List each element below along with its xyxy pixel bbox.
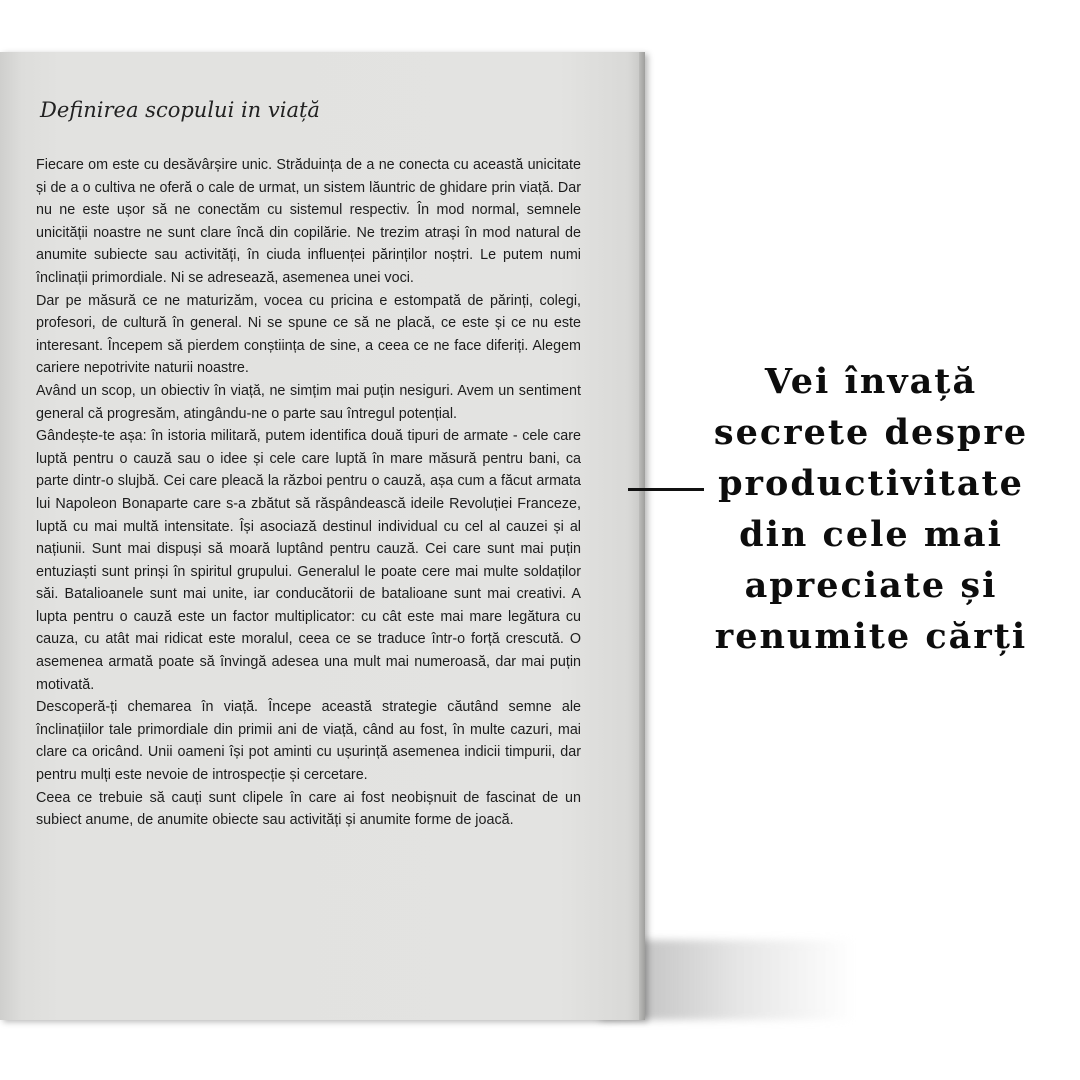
paragraph-2: Dar pe măsură ce ne maturizăm, vocea cu pricina e estompată de părinți, colegi, profesori, de cultură în general. Ni se spune ce să ne placă, ce este și ce nu este interesant. Începem să pierdem conștiința de sine, a ceea ce ne face diferiți. Alegem cariere nepotrivite naturii noastre. — [36, 292, 581, 377]
page-edge — [639, 52, 645, 1020]
promo-headline: Vei învață secrete despre productivitate din cele mai apreciate și renumite cărți — [713, 361, 1029, 657]
paragraph-6: Ceea ce trebuie să cauți sunt clipele în care ai fost neobișnuit de fascinat de un subiect anume, de anumite obiecte sau activități și anumite forme de joacă. — [36, 789, 581, 829]
chapter-body — [36, 154, 581, 832]
connector-line — [628, 488, 704, 491]
paragraph-3: Având un scop, un obiectiv în viață, ne simțim mai puțin nesiguri. Avem un sentiment general că progresăm, atingându-ne o parte sau întregul potențial. — [36, 382, 581, 422]
paragraph-4: Gândește-te așa: în istoria militară, putem identifica două tipuri de armate - cele care luptă pentru o cauză sau o idee și cele care luptă în mare măsură pentru bani, ca parte dintr-o slujbă. Cei care pleacă la război pentru o cauză, așa cum a făcut armata lui Napoleon Bonaparte care s-a zbătut să răspândească ideile Revoluției Franceze, luptă cu mai multă intensitate. Își asociază destinul individual cu cel al cauzei și al națiunii. Sunt mai dispuși să moară luptând pentru cauză. Cei care sunt mai puțin entuziaști sunt prinși în spiritul grupului. Generalul le poate cere mai multe soldaților săi. Batalioanele sunt mai unite, iar conducătorii de batalioane sunt mai creativi. A lupta pentru o cauză este un factor multiplicator: cu cât este mai mare legătura cu cauza, cu atât mai ridicat este moralul, ceea ce se traduce într-o forță crescută. O asemenea armată poate să învingă adesea una mult mai numeroasă, dar mai puțin motivată. — [36, 428, 581, 693]
chapter-title: Definirea scopului in viață — [40, 98, 320, 122]
book-page — [0, 52, 645, 1020]
paragraph-5: Descoperă-ți chemarea în viață. Începe această strategie căutând semne ale înclinațiilor tale primordiale din primii ani de viață, când au fost, în multe cazuri, mai clare ca oricând. Unii oameni își pot aminti cu ușurință asemenea indicii timpurii, dar pentru mulți este nevoie de introspecție și cercetare. — [36, 699, 581, 784]
paragraph-1: Fiecare om este cu desăvârșire unic. Străduința de a ne conecta cu această unicitate și de a o cultiva ne oferă o cale de urmat, un sistem lăuntric de ghidare prin viață. Dar nu ne este ușor să ne conectăm cu sistemul respectiv. În mod normal, semnele unicității noastre ne sunt clare încă din copilărie. Ne trezim atrași în mod natural de anumite subiecte sau activități, în ciuda influenței părinților noștri. Le putem numi înclinații primordiale. Ni se adresează, asemenea unei voci. — [36, 157, 581, 286]
